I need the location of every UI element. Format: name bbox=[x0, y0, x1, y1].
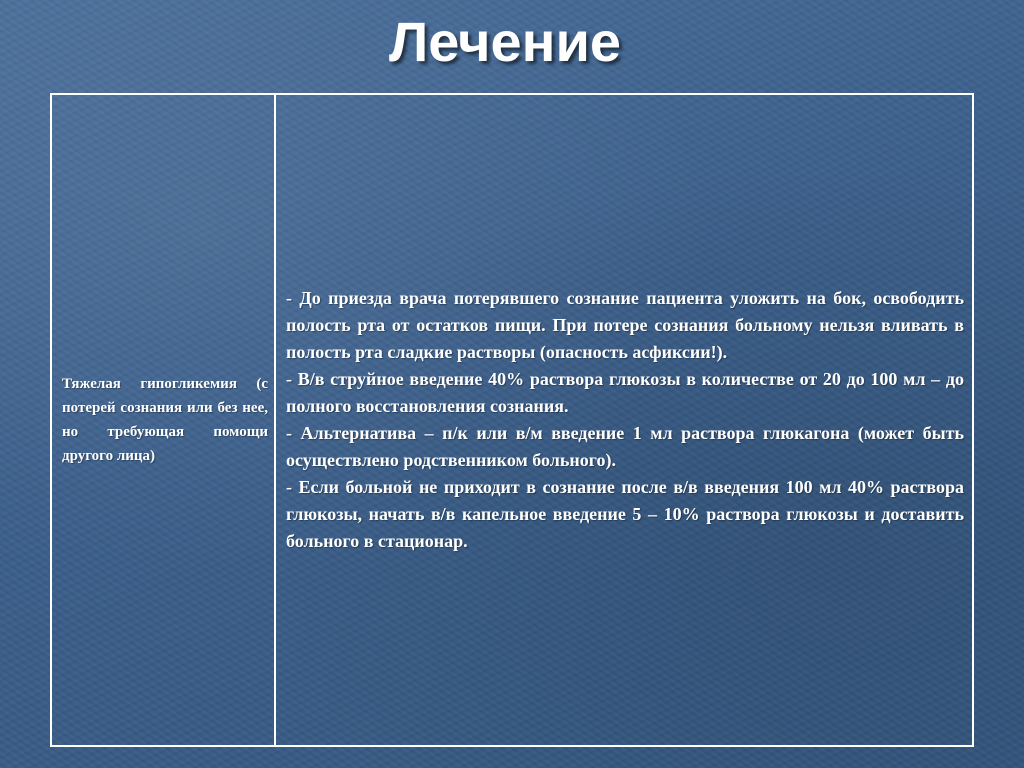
slide-title: Лечение bbox=[388, 10, 622, 73]
treatment-item: - До приезда врача потерявшего сознание пациента уложить на бок, освободить полость рта от остатков пищи. При потере сознания больному нельзя вливать в полость рта сладкие растворы (опасность асфиксии!). bbox=[286, 288, 964, 362]
condition-cell bbox=[52, 95, 276, 745]
treatment-table bbox=[50, 93, 974, 747]
condition-text: Тяжелая гипогликемия (с потерей сознания или без нее, но требующая помощи другого лица) bbox=[62, 376, 268, 464]
treatment-item: - Альтернатива – п/к или в/м введение 1 мл раствора глюкагона (может быть осуществлено родственником больного). bbox=[286, 423, 964, 470]
treatment-item: - Если больной не приходит в сознание после в/в введения 100 мл 40% раствора глюкозы, начать в/в капельное введение 5 – 10% раствора глюкозы и доставить больного в стационар. bbox=[286, 477, 964, 551]
treatment-item: - В/в струйное введение 40% раствора глюкозы в количестве от 20 до 100 мл – до полного восстановления сознания. bbox=[286, 369, 964, 416]
treatment-list bbox=[286, 285, 964, 555]
treatment-cell bbox=[276, 95, 972, 745]
